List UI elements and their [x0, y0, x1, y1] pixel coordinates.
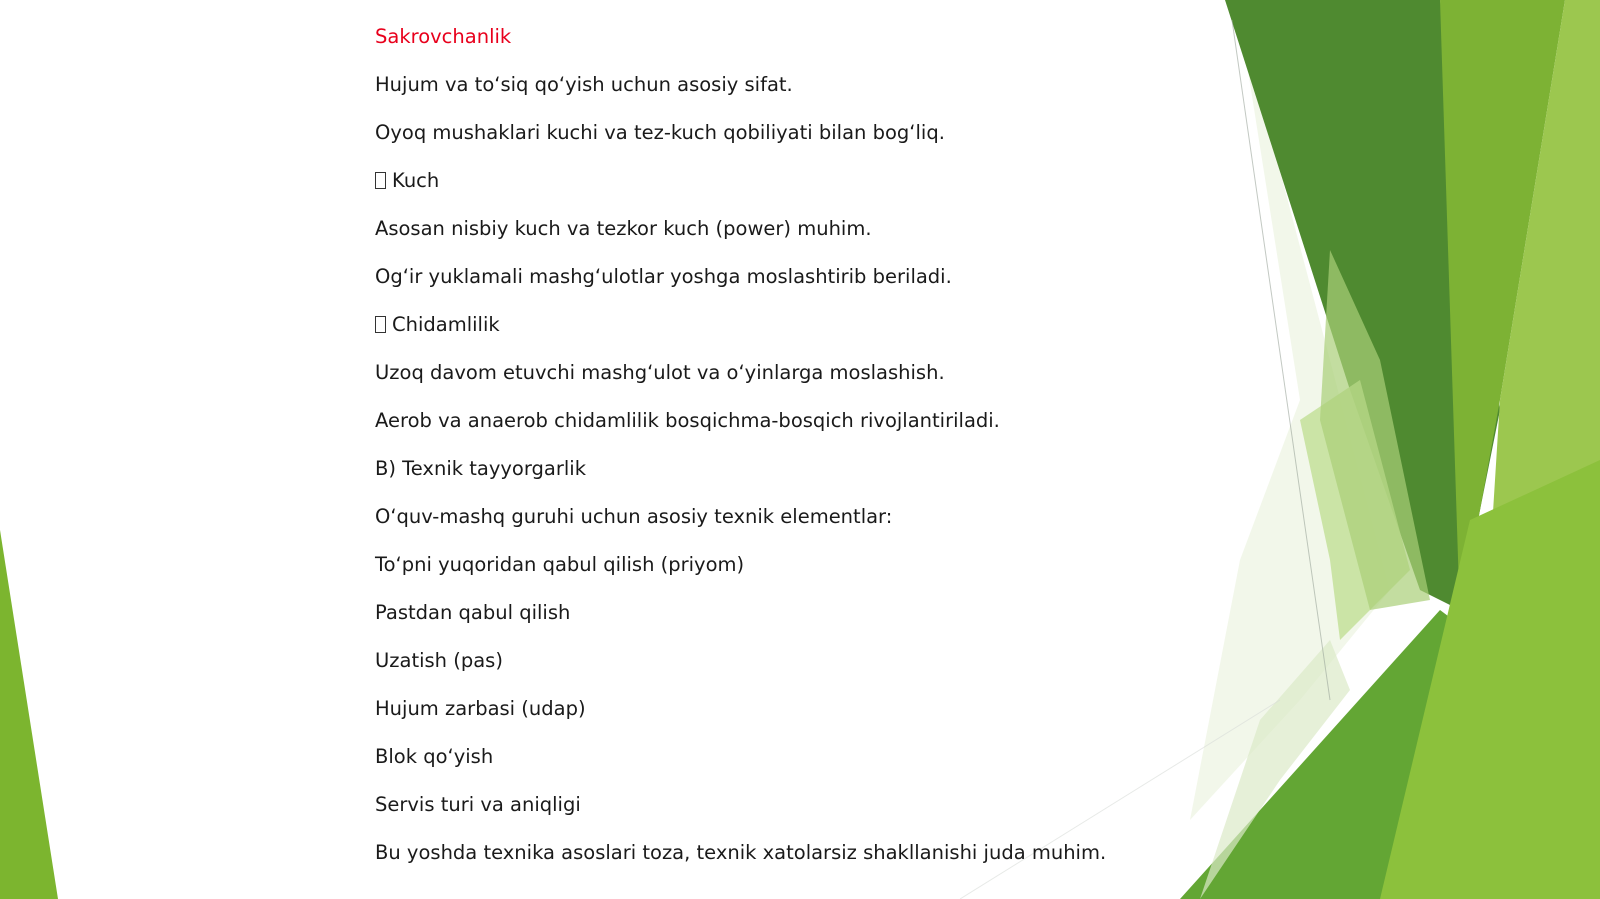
missing-glyph-box-icon [375, 316, 386, 333]
text-line-3 [375, 167, 1175, 215]
text-line-10: O‘quv-mashq guruhi uchun asosiy texnik elementlar: [375, 505, 893, 528]
slide-content [375, 23, 1175, 887]
left-green-shard [0, 530, 58, 899]
text-line-11: To‘pni yuqoridan qabul qilish (priyom) [375, 553, 745, 576]
text-line-9: B) Texnik tayyorgarlik [375, 457, 586, 480]
text-line-14: Hujum zarbasi (udap) [375, 697, 586, 720]
missing-glyph-box-icon [375, 172, 386, 189]
text-line-17: Bu yoshda texnika asoslari toza, texnik xatolarsiz shakllanishi juda muhim. [375, 841, 1107, 864]
text-line-3-label: Kuch [392, 169, 440, 192]
text-line-12: Pastdan qabul qilish [375, 601, 571, 624]
text-line-6 [375, 311, 1175, 359]
text-line-8: Aerob va anaerob chidamlilik bosqichma-bosqich rivojlantiriladi. [375, 409, 1000, 432]
text-line-13: Uzatish (pas) [375, 649, 503, 672]
text-line-7: Uzoq davom etuvchi mashg‘ulot va o‘yinlarga moslashish. [375, 361, 945, 384]
text-line-16: Servis turi va aniqligi [375, 793, 581, 816]
text-line-4: Asosan nisbiy kuch va tezkor kuch (power) muhim. [375, 217, 872, 240]
text-line-6-label: Chidamlilik [392, 313, 500, 336]
text-line-2: Oyoq mushaklari kuchi va tez-kuch qobiliyati bilan bog‘liq. [375, 121, 945, 144]
text-line-15: Blok qo‘yish [375, 745, 494, 768]
text-line-1: Hujum va to‘siq qo‘yish uchun asosiy sifat. [375, 73, 793, 96]
text-line-5: Og‘ir yuklamali mashg‘ulotlar yoshga moslashtirib beriladi. [375, 265, 952, 288]
slide-heading: Sakrovchanlik [375, 25, 512, 48]
